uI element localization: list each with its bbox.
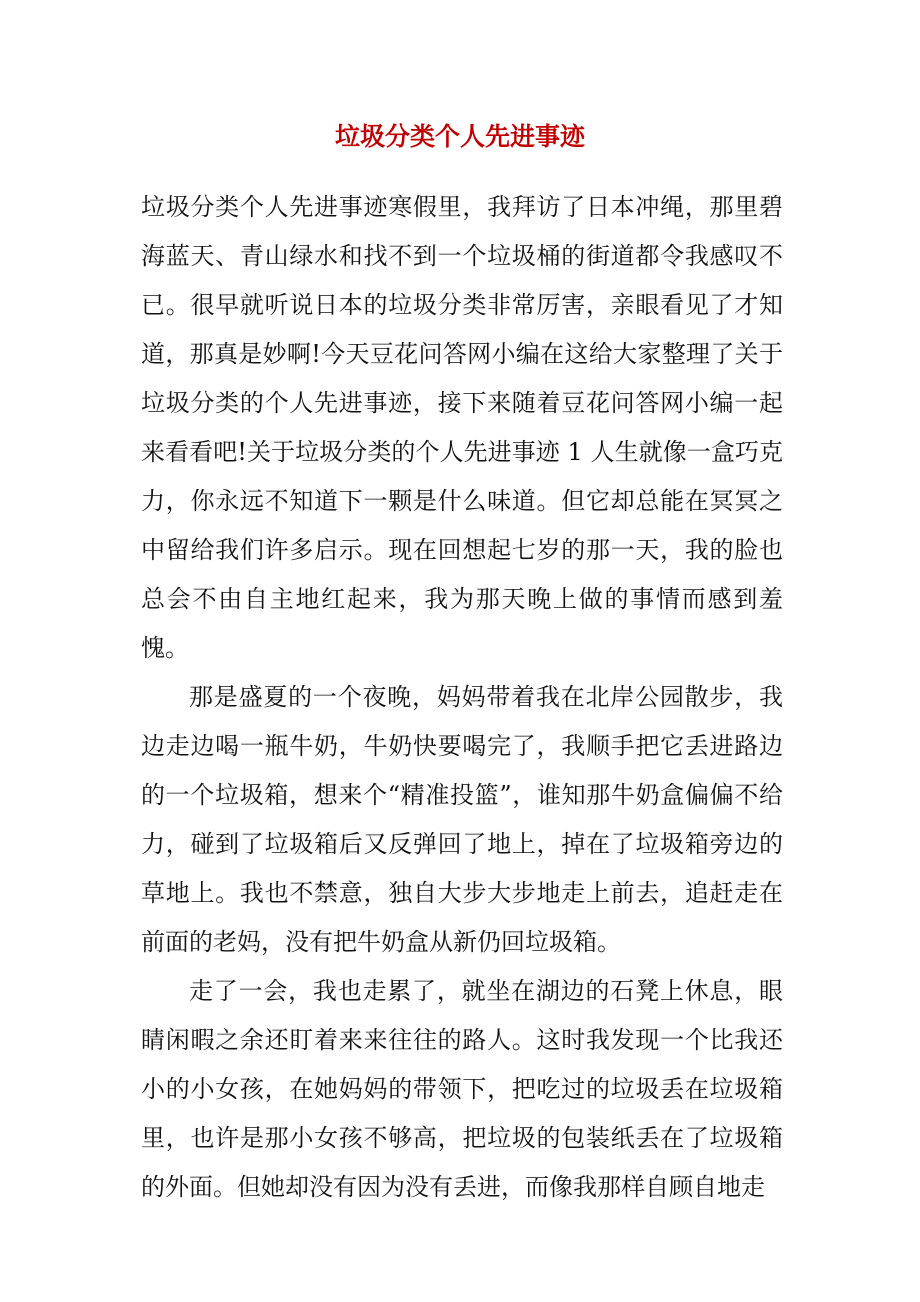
paragraph-3: 走了一会，我也走累了，就坐在湖边的石凳上休息，眼睛闲暇之余还盯着来来往往的路人。这时我发现一个比我还小的小女孩，在她妈妈的带领下，把吃过的垃圾丢在垃圾箱里，也许是那小女孩不够高，把垃圾的包装纸丢在了垃圾箱的外面。但她却没有因为没有丢进，而像我那样自顾自地走 xyxy=(141,977,783,1201)
paragraph-1: 垃圾分类个人先进事迹寒假里，我拜访了日本冲绳，那里碧海蓝天、青山绿水和找不到一个垃圾桶的街道都令我感叹不已。很早就听说日本的垃圾分类非常厉害，亲眼看见了才知道，那真是妙啊!今天豆花问答网小编在这给大家整理了关于垃圾分类的个人先进事迹，接下来随着豆花问答网小编一起来看看吧!关于垃圾分类的个人先进事迹 1 人生就像一盒巧克力，你永远不知道下一颗是什么味道。但它却总能在冥冥之中留给我们许多启示。现在回想起七岁的那一天，我的脸也总会不由自主地红起来，我为那天晚上做的事情而感到羞愧。 xyxy=(141,193,783,662)
document-body xyxy=(141,183,783,1212)
document-title: 垃圾分类个人先进事迹 xyxy=(334,122,585,151)
paragraph-2: 那是盛夏的一个夜晚，妈妈带着我在北岸公园散步，我边走边喝一瓶牛奶，牛奶快要喝完了，我顺手把它丢进路边的一个垃圾箱，想来个“精准投篮”，谁知那牛奶盒偏偏不给力，碰到了垃圾箱后又反弹回了地上，掉在了垃圾箱旁边的草地上。我也不禁意，独自大步大步地走上前去，追赶走在前面的老妈，没有把牛奶盒从新仍回垃圾箱。 xyxy=(141,683,783,956)
